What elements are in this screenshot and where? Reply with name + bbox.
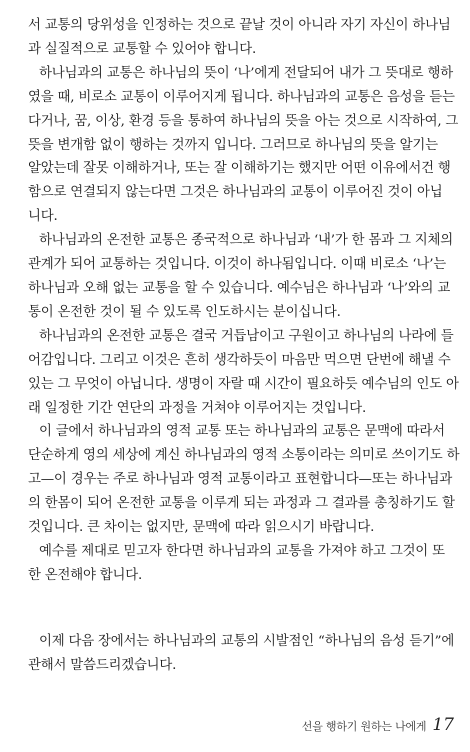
text-line: 하나님과의 교통은 하나님의 뜻이 ‘나’에게 전달되어 내가 그 뜻대로 행하 <box>39 65 453 81</box>
text-line: 의 한몸이 되어 온전한 교통을 이루게 되는 과정과 그 결과를 총칭하기도 할 <box>28 496 455 512</box>
paragraph <box>28 62 459 229</box>
text-line: 어감입니다. 그리고 이것은 흔히 생각하듯이 마음만 먹으면 단번에 해낼 수 <box>28 352 451 368</box>
body-text <box>28 14 460 588</box>
running-title: 선을 행하기 원하는 나에게 <box>301 720 427 733</box>
text-line: 래 일정한 기간 연단의 과정을 거쳐야 이루어지는 것입니다. <box>28 400 367 416</box>
paragraph <box>28 420 460 540</box>
text-line: 것입니다. 큰 차이는 없지만, 문맥에 따라 읽으시기 바랍니다. <box>28 520 375 536</box>
text-line: 였을 때, 비로소 교통이 이루어지게 됩니다. 하나님과의 교통은 음성을 듣는 <box>28 89 455 105</box>
text-line: 서 교통의 당위성을 인정하는 것으로 끝날 것이 아니라 자기 자신이 하나님 <box>28 18 451 33</box>
text-line: 하나님과의 온전한 교통은 결국 거듭남이고 구원이고 하나님의 나라에 들 <box>39 328 454 344</box>
text-line: 알았는데 잘못 이해하거나, 또는 잘 이해하기는 했지만 어떤 이유에서건 행 <box>28 161 451 177</box>
text-line: 다거나, 꿈, 이상, 환경 등을 통하여 하나님의 뜻을 아는 것으로 시작하여, 그 <box>28 113 459 129</box>
text-line: 예수를 제대로 믿고자 한다면 하나님과의 교통을 가져야 하고 그것이 또 <box>39 543 445 559</box>
text-line: 함으로 연결되지 않는다면 그것은 하나님과의 교통이 이루어진 것이 아닙 <box>28 185 443 201</box>
paragraph <box>28 325 459 421</box>
text-line: 하나님과 오해 없는 교통을 할 수 있습니다. 예수님은 하나님과 ‘나’와의 교 <box>28 280 451 296</box>
text-line: 관계가 되어 교통하는 것입니다. 이것이 하나됨입니다. 이때 비로소 ‘나’는 <box>28 257 447 273</box>
text-line: 이 글에서 하나님과의 영적 교통 또는 하나님과의 교통은 문맥에 따라서 <box>39 424 445 440</box>
text-line: 이제 다음 장에서는 하나님과의 교통의 시발점인 “하나님의 음성 듣기”에 <box>39 634 455 649</box>
text-line: 통이 온전한 것이 될 수 있도록 인도하시는 분이십니다. <box>28 304 341 320</box>
closing-paragraph <box>28 630 453 678</box>
text-line: 관해서 말씀드리겠습니다. <box>28 657 177 673</box>
paragraph <box>28 229 453 325</box>
text-line: 니다. <box>28 209 58 225</box>
text-line: 과 실질적으로 교통할 수 있어야 합니다. <box>28 41 257 57</box>
page-footer <box>302 715 454 735</box>
text-line: 하나님과의 온전한 교통은 종국적으로 하나님과 ‘내’가 한 몸과 그 지체의 <box>39 233 453 249</box>
text-line: 고—이 경우는 주로 하나님과 영적 교통이라고 표현합니다—또는 하나님과 <box>28 472 453 488</box>
text-line: 뜻을 변개함 없이 행하는 것까지 입니다. 그러므로 하나님의 뜻을 알기는 <box>28 137 438 153</box>
text-line: 한 온전해야 합니다. <box>28 567 143 583</box>
paragraph <box>28 540 453 588</box>
page-number: 17 <box>432 715 454 735</box>
text-line: 있는 그 무엇이 아닙니다. 생명이 자랄 때 시간이 필요하듯 예수님의 인도 아 <box>28 376 459 392</box>
text-line: 단순하게 영의 세상에 계신 하나님과의 영적 소통이라는 의미로 쓰이기도 하 <box>28 448 460 464</box>
paragraph <box>28 14 453 62</box>
